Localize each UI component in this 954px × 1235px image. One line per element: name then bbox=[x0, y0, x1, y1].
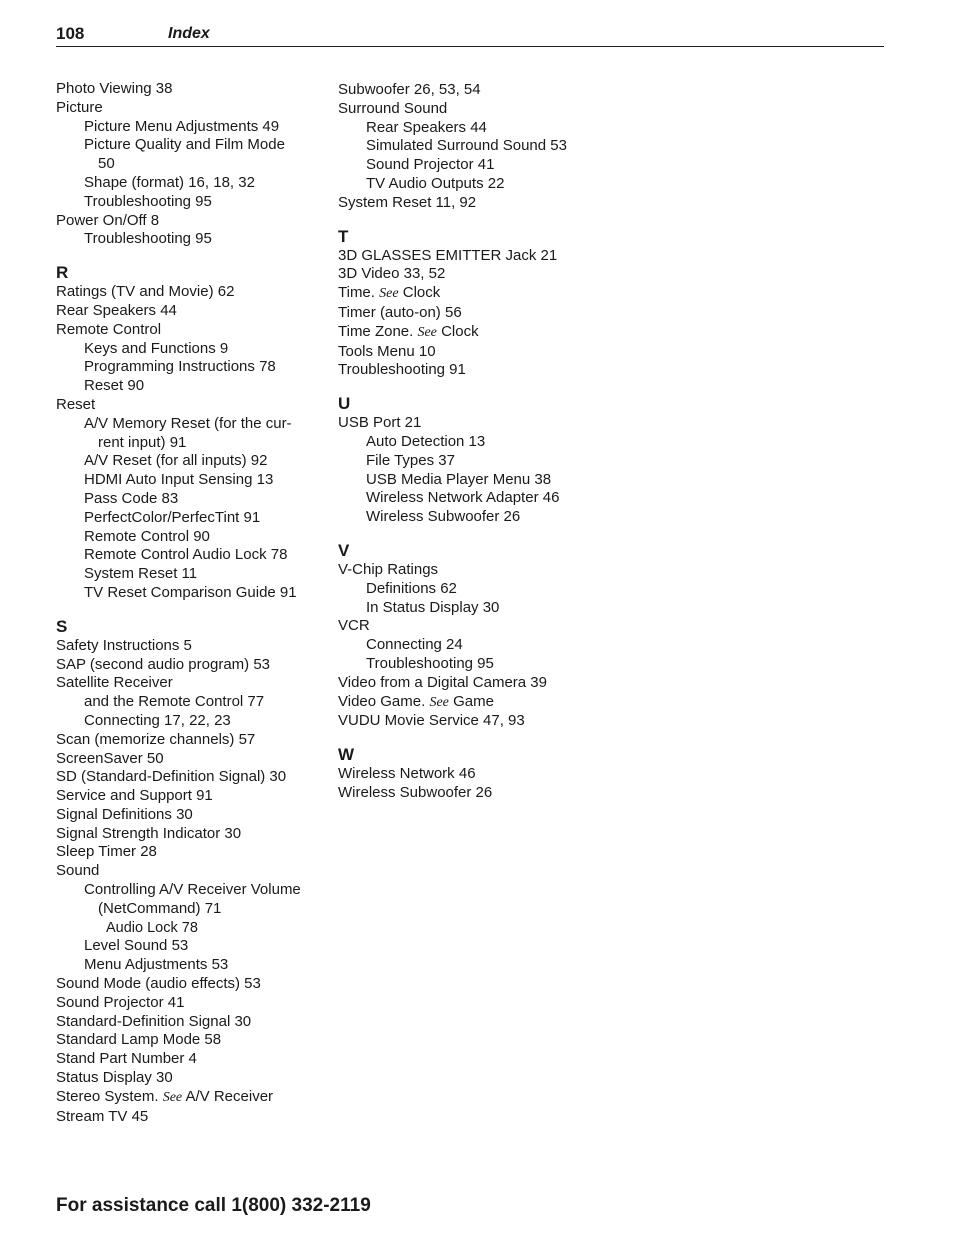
entry-text: SD (Standard-Definition Signal) 30 bbox=[56, 768, 287, 786]
entry-text: A/V Reset (for all inputs) 92 bbox=[84, 452, 268, 470]
entry-text: V bbox=[338, 540, 350, 560]
entry-text: File Types 37 bbox=[366, 451, 455, 469]
entry-text: Sound Projector 41 bbox=[366, 156, 495, 174]
index-subentry bbox=[56, 340, 331, 359]
entry-text: U bbox=[338, 394, 351, 414]
entry-text: USB Port 21 bbox=[338, 414, 422, 432]
index-entry bbox=[56, 862, 331, 881]
entry-text: Troubleshooting 95 bbox=[84, 230, 212, 248]
index-entry bbox=[56, 1088, 331, 1108]
entry-text: V-Chip Ratings bbox=[338, 560, 439, 578]
index-entry bbox=[338, 343, 613, 362]
entry-text: Sound Projector 41 bbox=[56, 993, 185, 1011]
index-entry-continuation bbox=[56, 434, 331, 453]
index-entry bbox=[56, 212, 331, 231]
index-letter-heading bbox=[56, 617, 331, 637]
index-entry bbox=[338, 674, 613, 693]
index-subentry bbox=[56, 452, 331, 471]
entry-text: Timer (auto-on) 56 bbox=[338, 303, 462, 321]
index-entry bbox=[56, 750, 331, 769]
entry-text: Satellite Receiver bbox=[56, 674, 173, 692]
entry-text: T bbox=[338, 226, 349, 246]
entry-text: Picture Menu Adjustments 49 bbox=[84, 117, 280, 135]
entry-text: Level Sound 53 bbox=[84, 937, 189, 955]
entry-text: Troubleshooting 95 bbox=[366, 654, 494, 672]
entry-text: Audio Lock 78 bbox=[106, 919, 198, 936]
entry-text: S bbox=[56, 616, 68, 636]
entry-text: Connecting 17, 22, 23 bbox=[84, 711, 231, 729]
index-entry bbox=[56, 806, 331, 825]
entry-text: SAP (second audio program) 53 bbox=[56, 655, 271, 673]
index-subentry bbox=[338, 489, 613, 508]
index-entry bbox=[338, 361, 613, 380]
index-subentry bbox=[56, 528, 331, 547]
entry-text: Rear Speakers 44 bbox=[56, 301, 177, 319]
see-target: Game bbox=[453, 692, 494, 710]
entry-text: 3D Video 33, 52 bbox=[338, 265, 446, 283]
index-subentry bbox=[56, 881, 331, 900]
entry-text: 50 bbox=[98, 155, 115, 173]
entry-text: PerfectColor/PerfecTint 91 bbox=[84, 508, 261, 526]
index-subentry bbox=[56, 937, 331, 956]
index-entry bbox=[56, 321, 331, 340]
entry-text: Sound Mode (audio effects) 53 bbox=[56, 975, 261, 993]
entry-text: Stand Part Number 4 bbox=[56, 1050, 197, 1068]
entry-text: Sound bbox=[56, 862, 100, 880]
entry-text: 3D GLASSES EMITTER Jack 21 bbox=[338, 246, 558, 264]
entry-text: VUDU Movie Service 47, 93 bbox=[338, 712, 525, 730]
index-subentry bbox=[56, 193, 331, 212]
index-subentry bbox=[56, 509, 331, 528]
index-letter-heading bbox=[338, 227, 613, 247]
index-subentry bbox=[56, 230, 331, 249]
index-column-left bbox=[56, 80, 331, 1126]
index-entry-continuation bbox=[56, 900, 331, 919]
index-subentry bbox=[56, 490, 331, 509]
index-subentry bbox=[56, 136, 331, 155]
entry-text: Picture bbox=[56, 98, 103, 116]
index-entry bbox=[338, 81, 613, 100]
entry-text: Reset bbox=[56, 395, 96, 413]
entry-text: Programming Instructions 78 bbox=[84, 358, 276, 376]
index-entry bbox=[56, 99, 331, 118]
entry-text: Auto Detection 13 bbox=[366, 432, 486, 450]
index-entry bbox=[56, 1069, 331, 1088]
index-subentry bbox=[338, 433, 613, 452]
entry-text: Shape (format) 16, 18, 32 bbox=[84, 173, 255, 191]
index-entry bbox=[56, 302, 331, 321]
index-entry bbox=[56, 396, 331, 415]
entry-text: Remote Control bbox=[56, 320, 162, 338]
index-subentry bbox=[338, 175, 613, 194]
entry-text: TV Reset Comparison Guide 91 bbox=[84, 583, 297, 601]
entry-text: Keys and Functions 9 bbox=[84, 339, 229, 357]
entry-text: Video from a Digital Camera 39 bbox=[338, 673, 547, 691]
entry-text: Wireless Subwoofer 26 bbox=[366, 508, 521, 526]
entry-text: Picture Quality and Film Mode bbox=[84, 136, 285, 154]
entry-text: Pass Code 83 bbox=[84, 489, 179, 507]
index-entry bbox=[56, 1108, 331, 1127]
entry-text: Stereo System. bbox=[56, 1087, 163, 1105]
index-subentry bbox=[56, 118, 331, 137]
entry-text: Wireless Subwoofer 26 bbox=[338, 783, 493, 801]
index-entry bbox=[56, 768, 331, 787]
entry-text: Subwoofer 26, 53, 54 bbox=[338, 81, 481, 98]
index-entry bbox=[338, 304, 613, 323]
index-subentry bbox=[56, 565, 331, 584]
entry-text: Remote Control 90 bbox=[84, 527, 210, 545]
index-entry bbox=[56, 994, 331, 1013]
index-subentry bbox=[56, 712, 331, 731]
entry-text: Troubleshooting 95 bbox=[84, 192, 212, 210]
index-entry bbox=[56, 1050, 331, 1069]
entry-text: Reset 90 bbox=[84, 377, 145, 395]
see-reference: See bbox=[379, 286, 399, 302]
index-entry bbox=[56, 787, 331, 806]
entry-text: TV Audio Outputs 22 bbox=[366, 174, 505, 192]
index-entry bbox=[56, 283, 331, 302]
index-subentry bbox=[56, 471, 331, 490]
index-letter-heading bbox=[338, 394, 613, 414]
entry-text: In Status Display 30 bbox=[366, 598, 500, 616]
entry-text: Power On/Off 8 bbox=[56, 211, 160, 229]
index-entry bbox=[56, 1031, 331, 1050]
entry-text: R bbox=[56, 263, 69, 283]
entry-text: Sleep Timer 28 bbox=[56, 843, 157, 861]
entry-text: Service and Support 91 bbox=[56, 787, 213, 805]
page-header bbox=[56, 24, 884, 47]
index-entry bbox=[338, 414, 613, 433]
index-subentry bbox=[338, 452, 613, 471]
entry-text: Signal Strength Indicator 30 bbox=[56, 824, 242, 842]
index-entry bbox=[338, 617, 613, 636]
index-entry-continuation bbox=[56, 155, 331, 174]
index-subentry bbox=[338, 119, 613, 138]
entry-text: Status Display 30 bbox=[56, 1069, 173, 1087]
entry-text: Video Game. bbox=[338, 692, 430, 710]
index-entry bbox=[338, 323, 613, 343]
index-subentry bbox=[56, 956, 331, 975]
see-reference: See bbox=[429, 694, 449, 710]
index-subentry bbox=[56, 415, 331, 434]
index-letter-heading bbox=[338, 745, 613, 765]
index-entry bbox=[338, 265, 613, 284]
entry-text: A/V Memory Reset (for the cur- bbox=[84, 414, 292, 432]
index-subentry bbox=[56, 584, 331, 603]
index-subentry bbox=[338, 580, 613, 599]
entry-text: Ratings (TV and Movie) 62 bbox=[56, 283, 235, 301]
section-title: Index bbox=[168, 25, 210, 42]
entry-text: (NetCommand) 71 bbox=[98, 899, 222, 917]
see-target: Clock bbox=[441, 322, 479, 340]
index-column-right bbox=[338, 81, 613, 803]
index-subentry bbox=[56, 377, 331, 396]
index-subentry bbox=[338, 599, 613, 618]
entry-text: Wireless Network 46 bbox=[338, 765, 476, 783]
entry-text: Menu Adjustments 53 bbox=[84, 956, 229, 974]
see-target: A/V Receiver bbox=[185, 1087, 274, 1105]
index-entry bbox=[338, 284, 613, 304]
entry-text: System Reset 11 bbox=[84, 565, 198, 583]
index-entry bbox=[338, 100, 613, 119]
index-entry bbox=[338, 765, 613, 784]
index-entry bbox=[338, 693, 613, 713]
see-reference: See bbox=[417, 324, 437, 340]
index-letter-heading bbox=[338, 541, 613, 561]
index-entry bbox=[338, 712, 613, 731]
entry-text: Signal Definitions 30 bbox=[56, 805, 193, 823]
entry-text: HDMI Auto Input Sensing 13 bbox=[84, 471, 274, 489]
page-number: 108 bbox=[56, 24, 85, 43]
index-subentry bbox=[56, 546, 331, 565]
index-subentry bbox=[56, 693, 331, 712]
index-subentry bbox=[338, 471, 613, 490]
entry-text: Stream TV 45 bbox=[56, 1107, 149, 1125]
see-reference: See bbox=[162, 1089, 183, 1105]
entry-text: Time. bbox=[338, 284, 380, 302]
index-entry bbox=[338, 561, 613, 580]
index-entry bbox=[56, 1013, 331, 1032]
entry-text: rent input) 91 bbox=[98, 433, 187, 451]
entry-text: System Reset 11, 92 bbox=[338, 193, 477, 211]
entry-text: Photo Viewing 38 bbox=[56, 80, 173, 97]
index-entry bbox=[338, 784, 613, 803]
entry-text: Controlling A/V Receiver Volume bbox=[84, 881, 301, 899]
index-entry bbox=[56, 637, 331, 656]
index-entry bbox=[56, 80, 331, 99]
index-entry bbox=[338, 194, 613, 213]
entry-text: Tools Menu 10 bbox=[338, 342, 436, 360]
index-entry bbox=[56, 674, 331, 693]
index-entry bbox=[56, 656, 331, 675]
entry-text: Surround Sound bbox=[338, 99, 448, 117]
entry-text: W bbox=[338, 745, 355, 765]
index-entry bbox=[338, 247, 613, 266]
assistance-footer: For assistance call 1(800) 332-2119 bbox=[56, 1195, 371, 1216]
index-subentry bbox=[338, 156, 613, 175]
index-subentry bbox=[338, 508, 613, 527]
entry-text: Troubleshooting 91 bbox=[338, 361, 466, 379]
entry-text: VCR bbox=[338, 617, 370, 635]
index-entry bbox=[56, 843, 331, 862]
entry-text: Time Zone. bbox=[338, 322, 418, 340]
entry-text: Wireless Network Adapter 46 bbox=[366, 489, 560, 507]
see-target: Clock bbox=[402, 284, 441, 302]
entry-text: Rear Speakers 44 bbox=[366, 118, 487, 136]
entry-text: Scan (memorize channels) 57 bbox=[56, 730, 256, 748]
entry-text: Standard Lamp Mode 58 bbox=[56, 1031, 222, 1049]
entry-text: ScreenSaver 50 bbox=[56, 749, 164, 767]
entry-text: USB Media Player Menu 38 bbox=[366, 470, 552, 488]
entry-text: Connecting 24 bbox=[366, 636, 463, 654]
entry-text: and the Remote Control 77 bbox=[84, 693, 265, 711]
index-subentry bbox=[338, 636, 613, 655]
index-entry bbox=[56, 975, 331, 994]
entry-text: Simulated Surround Sound 53 bbox=[366, 137, 567, 155]
entry-text: Definitions 62 bbox=[366, 579, 457, 597]
index-subentry-nested bbox=[56, 919, 331, 938]
index-letter-heading bbox=[56, 263, 331, 283]
index-subentry bbox=[56, 358, 331, 377]
entry-text: Standard-Definition Signal 30 bbox=[56, 1012, 252, 1030]
index-subentry bbox=[56, 174, 331, 193]
index-entry bbox=[56, 731, 331, 750]
entry-text: Remote Control Audio Lock 78 bbox=[84, 546, 288, 564]
index-subentry bbox=[338, 137, 613, 156]
entry-text: Safety Instructions 5 bbox=[56, 636, 192, 654]
index-subentry bbox=[338, 655, 613, 674]
index-entry bbox=[56, 825, 331, 844]
